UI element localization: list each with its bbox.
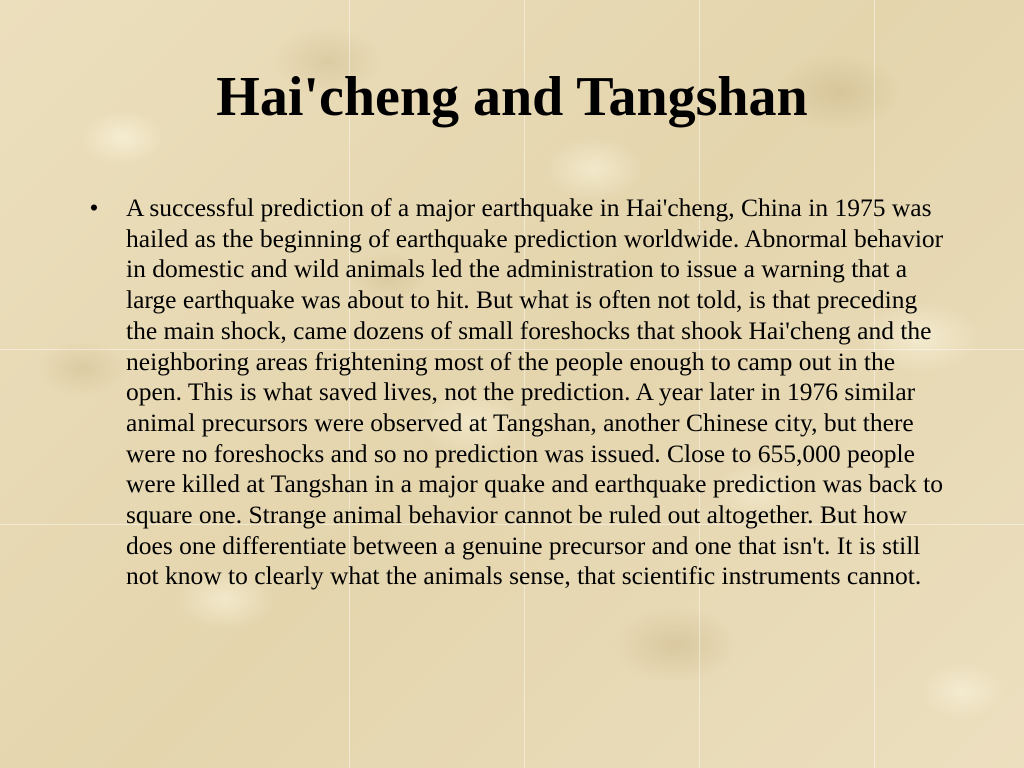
bullet-icon: • xyxy=(89,193,99,222)
bullet-item xyxy=(84,193,948,592)
bullet-text: A successful prediction of a major earthquake in Hai'cheng, China in 1975 was hailed as the beginning of earthquake prediction worldwide. Abnormal behavior in domestic and wild animals led the administration to issue a warning that a large earthquake was about to hit. But what is often not told, is that preceding the main shock, came dozens of small foreshocks that shook Hai'cheng and the neighboring areas frightening most of the people enough to camp out in the open. This is what saved lives, not the prediction. A year later in 1976 similar animal precursors were observed at Tangshan, another Chinese city, but there were no foreshocks and so no prediction was issued. Close to 655,000 people were killed at Tangshan in a major quake and earthquake prediction was back to square one. Strange animal behavior cannot be ruled out altogether. But how does one differentiate between a genuine precursor and one that isn't. It is still not know to clearly what the animals sense, that scientific instruments cannot. xyxy=(126,193,944,591)
slide-title: Hai'cheng and Tangshan xyxy=(216,66,808,128)
bullet-list xyxy=(84,193,948,592)
